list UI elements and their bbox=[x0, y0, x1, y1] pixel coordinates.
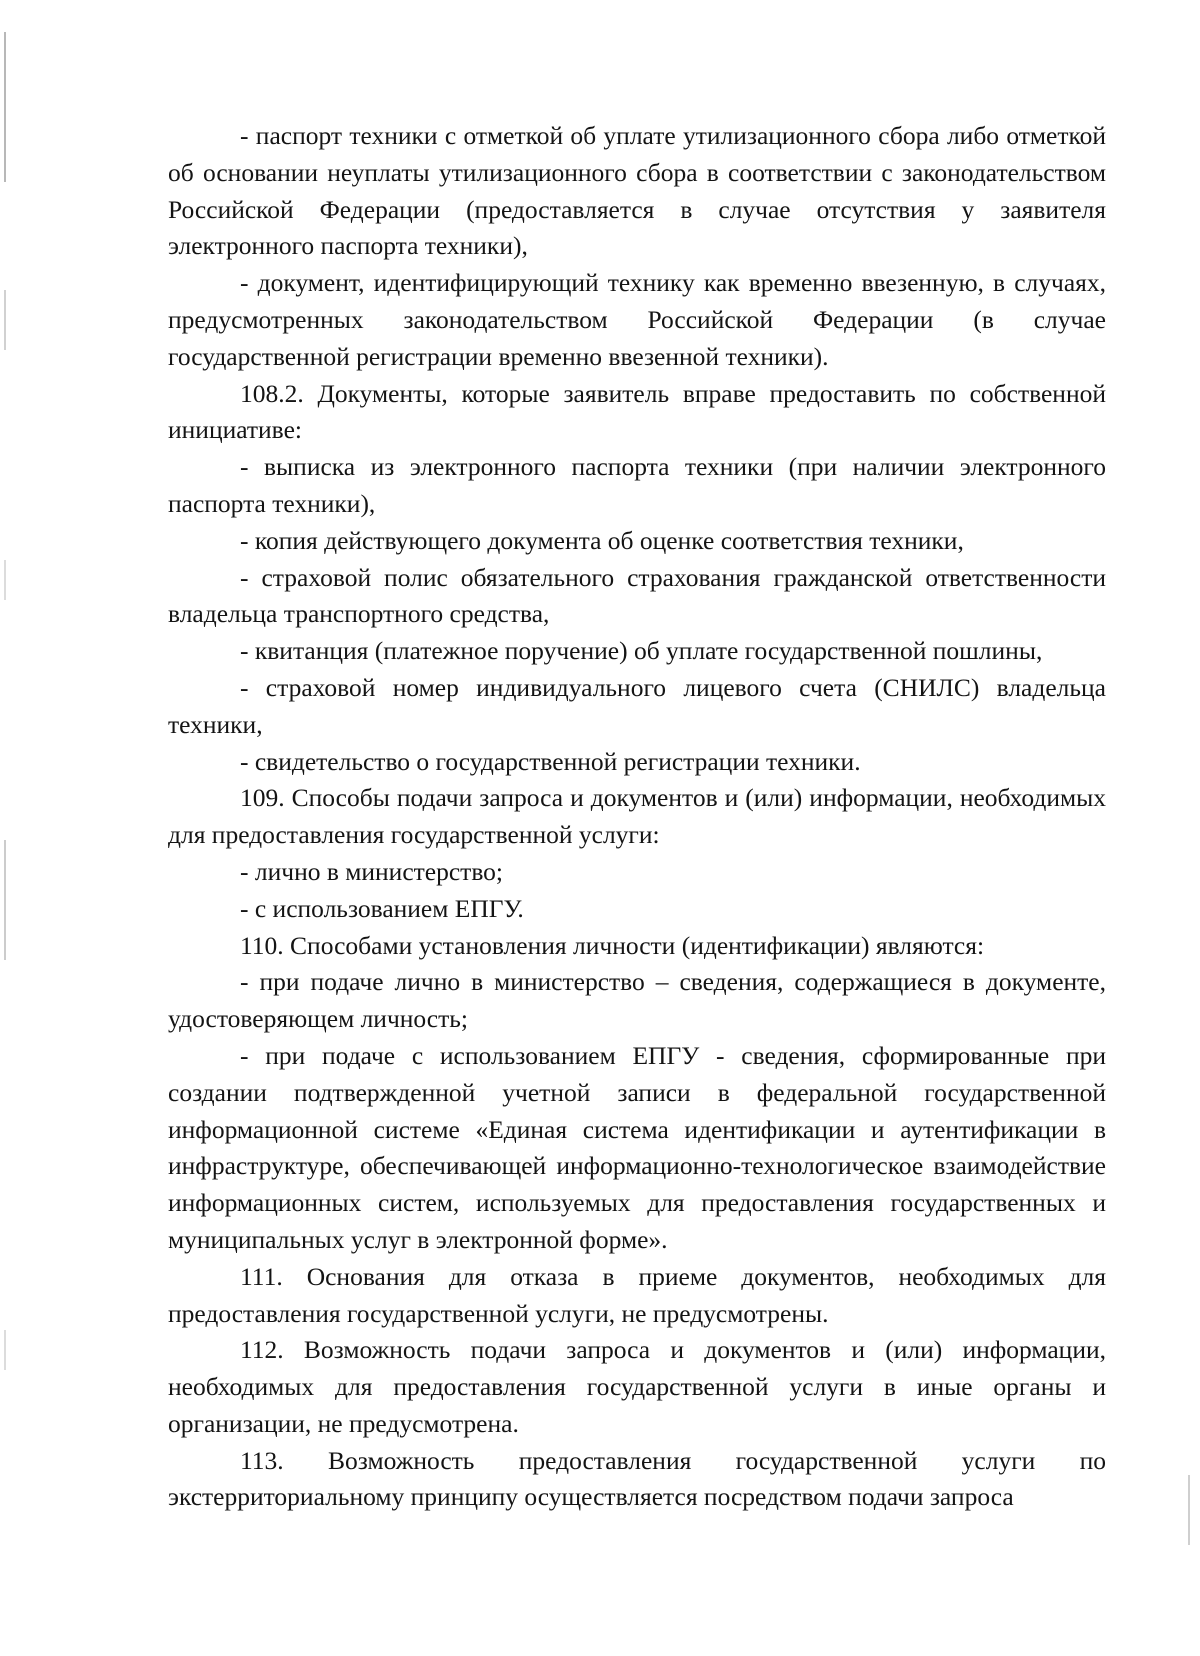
scan-edge-mark bbox=[4, 560, 6, 600]
paragraph-108-2: 108.2. Документы, которые заявитель вправе предоставить по собственной инициативе: bbox=[168, 378, 1106, 445]
paragraph-110: 110. Способами установления личности (идентификации) являются: bbox=[240, 930, 985, 960]
scan-edge-mark bbox=[4, 32, 6, 182]
paragraph-registration-certificate: - свидетельство о государственной регистрации техники. bbox=[240, 746, 861, 776]
paragraph-identity-in-person: - при подаче лично в министерство – сведения, содержащиеся в документе, удостоверяющем личность; bbox=[168, 967, 1106, 1034]
paragraph-insurance-policy: - страховой полис обязательного страхования гражданской ответственности владельца транспортного средства, bbox=[168, 562, 1106, 629]
paragraph-electronic-passport-extract: - выписка из электронного паспорта техники (при наличии электронного паспорта техники), bbox=[168, 452, 1106, 518]
document-body bbox=[168, 118, 1106, 1516]
paragraph-in-person: - лично в министерство; bbox=[240, 856, 504, 886]
paragraph-109: 109. Способы подачи запроса и документов и (или) информации, необходимых для предоставления государственной услуги: bbox=[168, 783, 1106, 850]
paragraph-vehicle-passport: - паспорт техники с отметкой об уплате утилизационного сбора либо отметкой об основании неуплаты утилизационного сбора в соответствии с законодательством Российской Федерации (предоставляется в случае отсутствия у заявителя электронного паспорта техники), bbox=[168, 121, 1106, 261]
scan-edge-mark bbox=[1188, 1475, 1190, 1545]
paragraph-111: 111. Основания для отказа в приеме документов, необходимых для предоставления государственной услуги, не предусмотрены. bbox=[168, 1261, 1106, 1328]
scan-edge-mark bbox=[4, 1330, 6, 1370]
scan-edge-mark bbox=[4, 290, 6, 350]
paragraph-snils: - страховой номер индивидуального лицевого счета (СНИЛС) владельца техники, bbox=[168, 672, 1106, 739]
paragraph-fee-receipt: - квитанция (платежное поручение) об уплате государственной пошлины, bbox=[240, 636, 1043, 666]
paragraph-epgu: - с использованием ЕПГУ. bbox=[240, 893, 524, 923]
paragraph-113: 113. Возможность предоставления государственной услуги по экстерриториальному принципу осуществляется посредством подачи запроса bbox=[168, 1445, 1106, 1512]
paragraph-identity-epgu: - при подаче с использованием ЕПГУ - сведения, сформированные при создании подтвержденной учетной записи в федеральной государственной информационной системе «Единая система идентификации и аутентификации в инфраструктуре, обеспечивающей информационно-технологическое взаимодействие информационных систем, используемых для предоставления государственных и муниципальных услуг в электронной форме». bbox=[168, 1040, 1106, 1254]
paragraph-temporary-import-document: - документ, идентифицирующий технику как временно ввезенную, в случаях, предусмотренных законодательством Российской Федерации (в случае государственной регистрации временно ввезенной техники). bbox=[168, 268, 1106, 371]
paragraph-conformity-document-copy: - копия действующего документа об оценке соответствия техники, bbox=[240, 525, 964, 555]
paragraph-112: 112. Возможность подачи запроса и документов и (или) информации, необходимых для предоставления государственной услуги в иные органы и организации, не предусмотрена. bbox=[168, 1335, 1106, 1438]
scan-edge-mark bbox=[4, 840, 6, 960]
